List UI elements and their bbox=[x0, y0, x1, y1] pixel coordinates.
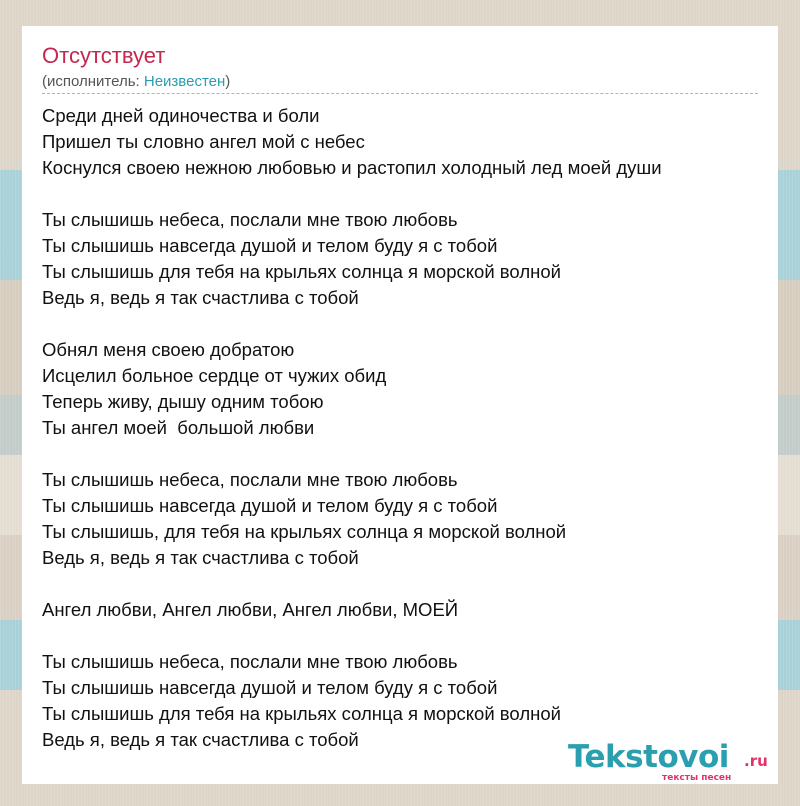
song-title: Отсутствует bbox=[42, 43, 166, 68]
logo-tld: .ru bbox=[744, 752, 768, 770]
lyrics-line: Ведь я, ведь я так счастлива с тобой bbox=[42, 287, 359, 308]
lyrics-card bbox=[22, 26, 778, 784]
lyrics-line: Ведь я, ведь я так счастлива с тобой bbox=[42, 547, 359, 568]
lyrics-line: Ты слышишь для тебя на крыльях солнца я морской волной bbox=[42, 261, 561, 282]
lyrics-line: Коснулся своею нежною любовью и растопил холодный лед моей души bbox=[42, 157, 662, 178]
lyrics-line bbox=[42, 571, 758, 597]
lyrics-line: Ты слышишь навсегда душой и телом буду я с тобой bbox=[42, 677, 498, 698]
lyrics-line bbox=[42, 441, 758, 467]
lyrics-line: Ты слышишь небеса, послали мне твою любовь bbox=[42, 209, 458, 230]
lyrics-line: Ты слышишь небеса, послали мне твою любовь bbox=[42, 469, 458, 490]
lyrics-text bbox=[42, 103, 758, 753]
title-divider bbox=[42, 93, 758, 94]
performer-line bbox=[42, 73, 230, 91]
lyrics-line: Среди дней одиночества и боли bbox=[42, 105, 320, 126]
lyrics-line: Обнял меня своею добратою bbox=[42, 339, 295, 360]
site-logo[interactable] bbox=[568, 739, 778, 783]
lyrics-line: Ты слышишь небеса, послали мне твою любовь bbox=[42, 651, 458, 672]
lyrics-line bbox=[42, 623, 758, 649]
lyrics-line: Ты слышишь, для тебя на крыльях солнца я морской волной bbox=[42, 521, 567, 542]
performer-suffix: ) bbox=[225, 73, 231, 90]
lyrics-line: Теперь живу, дышу одним тобою bbox=[42, 391, 324, 412]
lyrics-line bbox=[42, 181, 758, 207]
lyrics-line: Ведь я, ведь я так счастлива с тобой bbox=[42, 729, 359, 750]
logo-tagline: тексты песен bbox=[662, 773, 732, 783]
lyrics-line: Ты ангел моей большой любви bbox=[42, 417, 315, 438]
performer-prefix: (исполнитель: bbox=[42, 73, 144, 90]
lyrics-line: Пришел ты словно ангел мой с небес bbox=[42, 131, 365, 152]
lyrics-line: Ты слышишь навсегда душой и телом буду я с тобой bbox=[42, 495, 498, 516]
lyrics-line: Ангел любви, Ангел любви, Ангел любви, МОЕЙ bbox=[42, 599, 459, 620]
lyrics-line: Ты слышишь навсегда душой и телом буду я с тобой bbox=[42, 235, 498, 256]
lyrics-line: Ты слышишь для тебя на крыльях солнца я морской волной bbox=[42, 703, 561, 724]
lyrics-line bbox=[42, 311, 758, 337]
logo-name: Tekstovoi bbox=[568, 739, 729, 775]
performer-link[interactable]: Неизвестен bbox=[143, 73, 226, 90]
lyrics-line: Исцелил больное сердце от чужих обид bbox=[42, 365, 387, 386]
